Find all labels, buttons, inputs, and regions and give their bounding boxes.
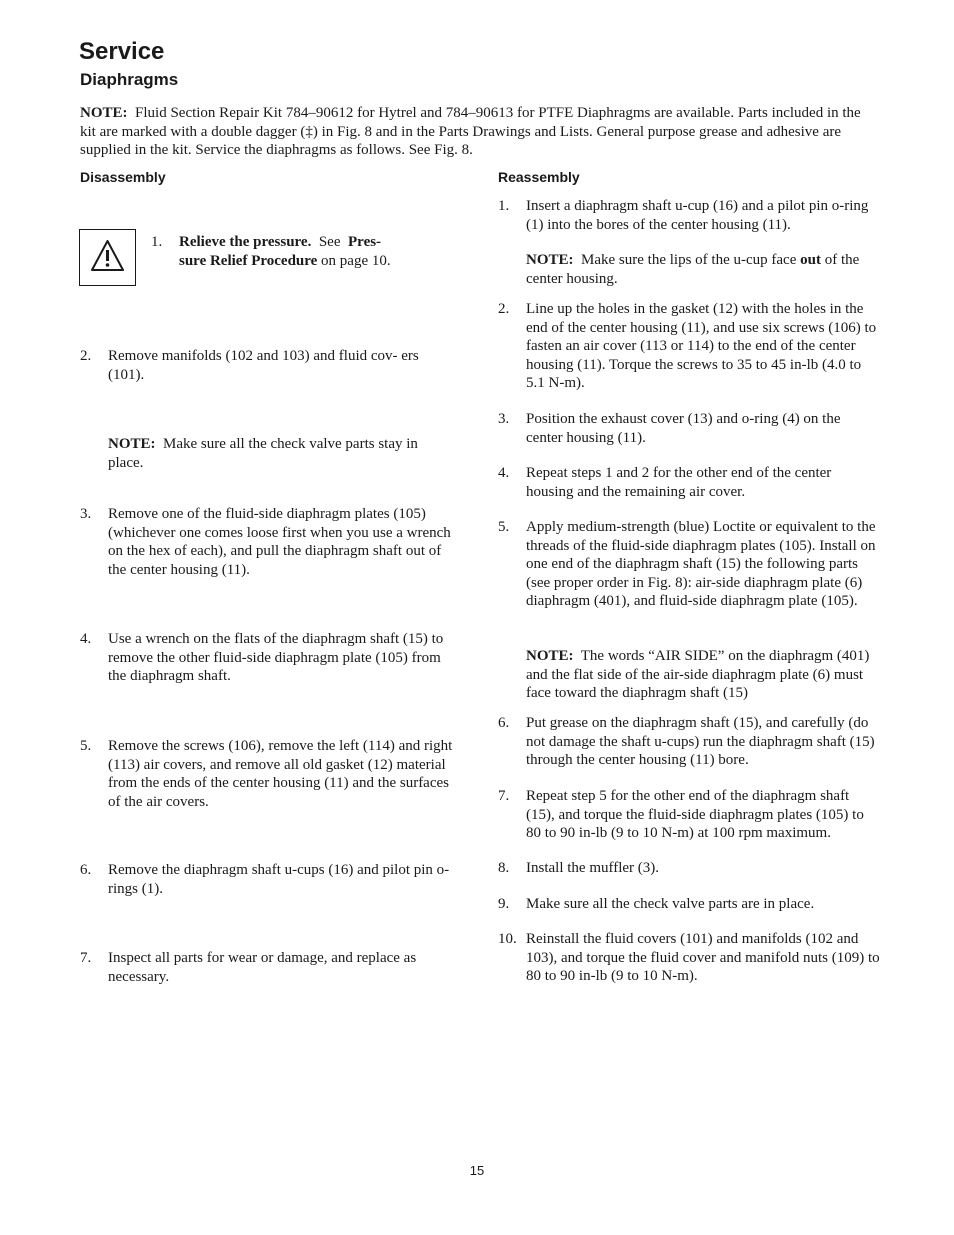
step-text: Apply medium-strength (blue) Loctite or equivalent to the threads of the fluid-side diaphragm plates (105). Install on one end of the diaphragm shaft (15) the following parts (see proper order in Fig. 8): air-side diaphragm plate (6) diaphragm (401), and fluid-side diaphragm plate (105).: [526, 519, 876, 610]
note-label: NOTE:: [526, 252, 574, 268]
note-text: Make sure the lips of the u-cup face: [581, 252, 797, 268]
step-number: 4.: [498, 465, 510, 481]
disassembly-step-3: [80, 505, 460, 579]
step-text: Make sure all the check valve parts are in place.: [526, 896, 815, 912]
step-number: 3.: [498, 411, 510, 427]
reassembly-step-1: [498, 197, 878, 234]
disassembly-heading: Disassembly: [80, 169, 166, 185]
disassembly-step-7: [80, 949, 460, 986]
reassembly-step-10: [498, 930, 882, 986]
step-text: Use a wrench on the flats of the diaphragm shaft (15) to remove the other fluid-side diaphragm plate (105) from the diaphragm shaft.: [108, 631, 444, 685]
note-text: The words “AIR SIDE” on the diaphragm (401) and the flat side of the air-side diaphragm plate (6) must face toward the diaphragm shaft (15): [526, 648, 870, 702]
reassembly-step-7: [498, 787, 878, 843]
step-text: Remove the diaphragm shaft u-cups (16) and pilot pin o-rings (1).: [108, 862, 450, 897]
step-text: Remove manifolds (102 and 103) and fluid cov- ers (101).: [108, 348, 419, 383]
disassembly-step-5: [80, 737, 460, 811]
step-number: 1.: [498, 198, 510, 214]
reassembly-step-5: [498, 518, 878, 611]
intro-note-label: NOTE:: [80, 105, 128, 121]
reassembly-step-8: [498, 859, 878, 878]
step-number: 5.: [498, 519, 510, 535]
step-number: 6.: [498, 715, 510, 731]
step-text: Remove one of the fluid-side diaphragm plates (105) (whichever one comes loose first when you use a wrench on the hex of each), and pull the diaphragm shaft out of the center housing (11).: [108, 506, 451, 578]
reassembly-step-3: [498, 410, 878, 447]
step-number: 1.: [151, 234, 163, 250]
warning-triangle-icon: [80, 230, 135, 285]
reassembly-heading: Reassembly: [498, 169, 580, 185]
step-text: Inspect all parts for wear or damage, and replace as necessary.: [108, 950, 417, 985]
step-number: 8.: [498, 860, 510, 876]
disassembly-step-1: [151, 233, 409, 270]
disassembly-step-6: [80, 861, 460, 898]
disassembly-step-4: [80, 630, 460, 686]
step-text: Repeat steps 1 and 2 for the other end of the center housing and the remaining air cover.: [526, 465, 832, 500]
step-text: Line up the holes in the gasket (12) with the holes in the end of the center housing (11), and use six screws (106) to fasten an air cover (113 or 114) to the end of the center housing (11). Torque the screws to 35 to 45 in-lb (4.0 to 5.1 N-m).: [526, 301, 877, 392]
step-number: 4.: [80, 631, 92, 647]
warning-box: [79, 229, 136, 286]
page-number: 15: [469, 1163, 485, 1178]
reassembly-step-2: [498, 300, 878, 393]
disassembly-step-2-note: [108, 435, 448, 472]
step-text: See: [318, 234, 341, 250]
disassembly-step-2: [80, 347, 428, 384]
note-emphasis: out: [800, 252, 821, 268]
step-number: 2.: [498, 301, 510, 317]
intro-note-text: Fluid Section Repair Kit 784–90612 for Hytrel and 784–90613 for PTFE Diaphragms are available. Parts included in the kit are marked with a double dagger (‡) in Fig. 8 and in the Parts Drawings and Lists. General purpose grease and adhesive are supplied in the kit. Service the diaphragms as follows. See Fig. 8.: [80, 105, 861, 159]
step-number: 10.: [498, 931, 517, 947]
step-text: Insert a diaphragm shaft u-cup (16) and a pilot pin o-ring (1) into the bores of the center housing (11).: [526, 198, 869, 233]
step-text: Install the muffler (3).: [526, 860, 660, 876]
note-text: of the center housing.: [526, 252, 860, 287]
step-number: 2.: [80, 348, 92, 364]
step-text: Repeat step 5 for the other end of the diaphragm shaft (15), and torque the fluid-side diaphragm plates (105) to 80 to 90 in-lb (9 to 10 N-m) at 100 rpm maximum.: [526, 788, 864, 842]
note-label: NOTE:: [526, 648, 574, 664]
step-number: 3.: [80, 506, 92, 522]
step-text: Put grease on the diaphragm shaft (15), and carefully (do not damage the shaft u-cups) run the diaphragm shaft (15) through the center housing (11) bore.: [526, 715, 875, 769]
step-number: 9.: [498, 896, 510, 912]
step-text: Reinstall the fluid covers (101) and manifolds (102 and 103), and torque the fluid cover and manifold nuts (109) to 80 to 90 in-lb (9 to 10 N-m).: [526, 931, 880, 985]
step-text: Position the exhaust cover (13) and o-ring (4) on the center housing (11).: [526, 411, 841, 446]
reassembly-step-5-note: [526, 647, 878, 703]
intro-note: [80, 104, 880, 160]
page-title: Service: [79, 38, 165, 65]
reassembly-step-6: [498, 714, 878, 770]
reassembly-step-4: [498, 464, 878, 501]
step-bold: Relieve the pressure.: [179, 234, 312, 250]
reassembly-step-9: [498, 895, 878, 914]
section-title: Diaphragms: [80, 70, 179, 89]
step-text: Remove the screws (106), remove the left (114) and right (113) air covers, and remove all old gasket (12) material from the ends of the center housing (11) and the surfaces of the air covers.: [108, 738, 453, 810]
procedure-reference: Pres- sure Relief Procedure: [179, 234, 382, 269]
reassembly-step-1-note: [526, 251, 884, 288]
note-text: Make sure all the check valve parts stay in place.: [108, 436, 418, 471]
step-number: 5.: [80, 738, 92, 754]
step-number: 7.: [498, 788, 510, 804]
step-text: on page 10.: [321, 252, 391, 269]
step-number: 7.: [80, 950, 92, 966]
note-label: NOTE:: [108, 436, 156, 452]
step-number: 6.: [80, 862, 92, 878]
